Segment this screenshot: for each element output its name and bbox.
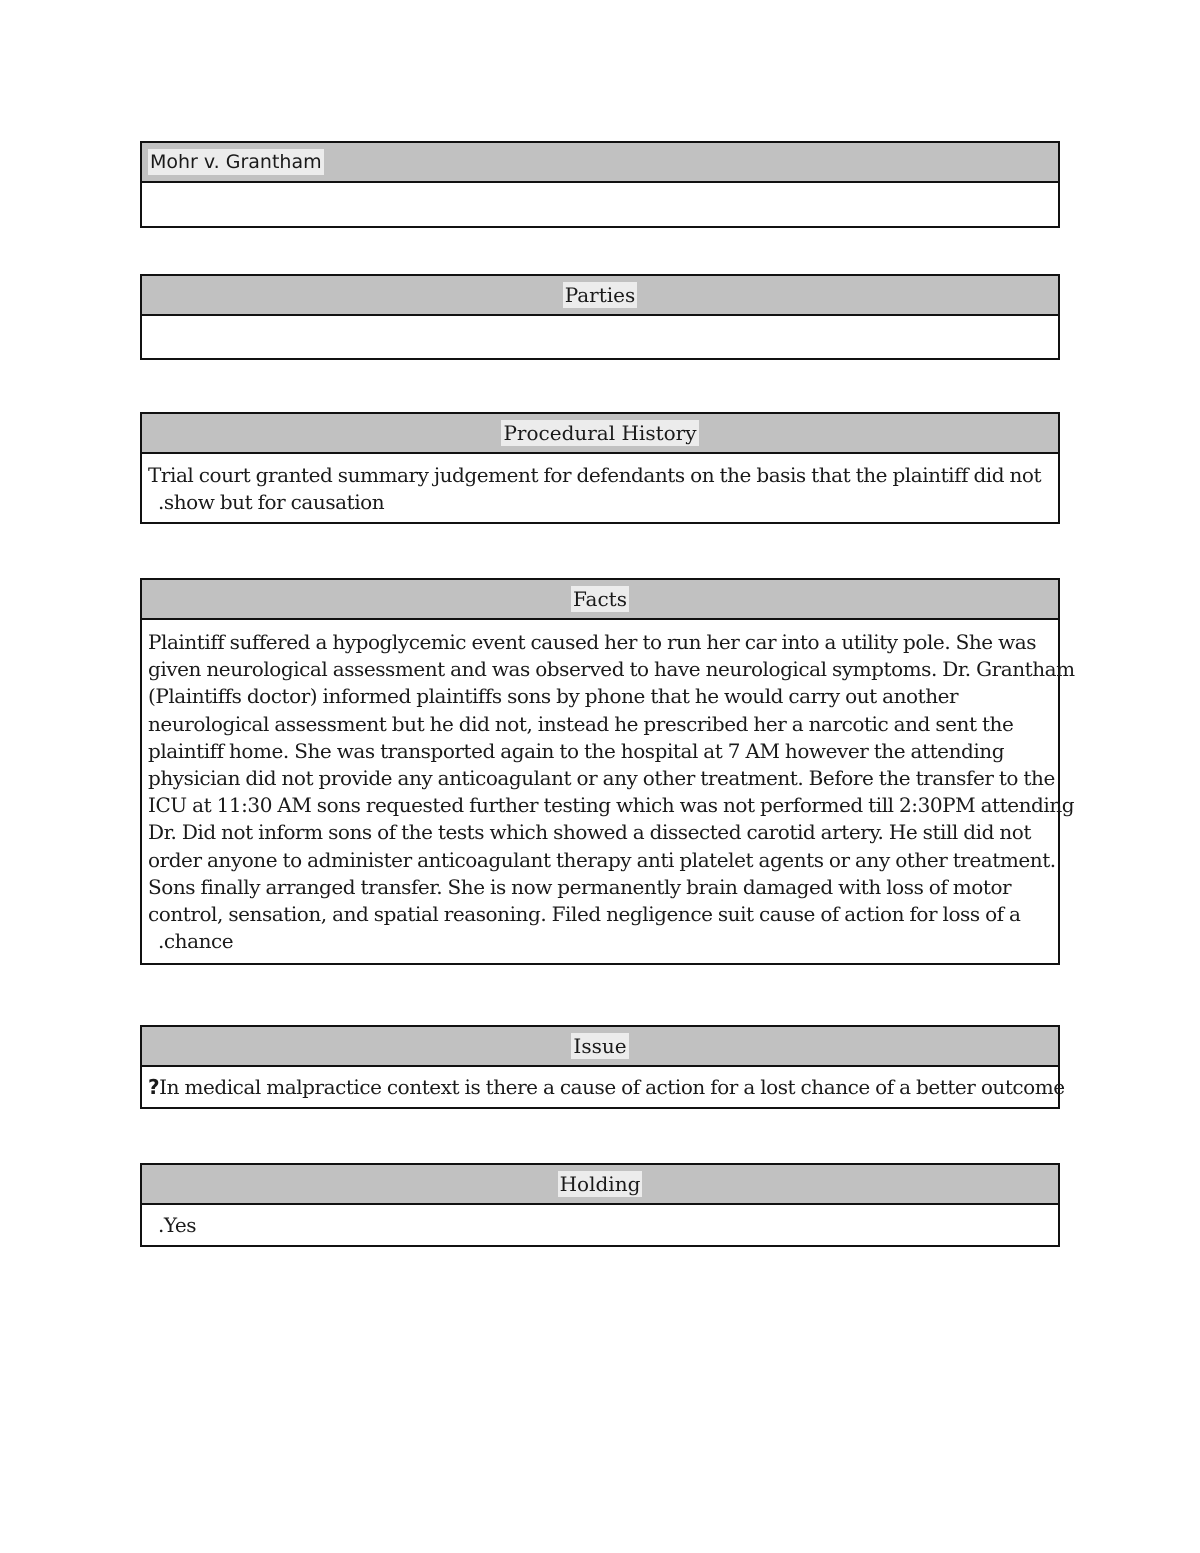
issue-heading: Issue xyxy=(573,1034,627,1058)
facts-line: ICU at 11:30 AM sons requested further testing which was not performed till 2:30PM attending xyxy=(148,793,1075,818)
procedural-history-header xyxy=(142,414,1058,454)
parties-heading: Parties xyxy=(564,283,636,307)
facts-section xyxy=(140,578,1075,965)
facts-header xyxy=(142,580,1058,620)
parties-section xyxy=(140,274,1060,360)
facts-line: order anyone to administer anticoagulant therapy anti platelet agents or any other treatment. xyxy=(148,847,1056,872)
procedural-history-section xyxy=(140,412,1060,524)
facts-line: (Plaintiffs doctor) informed plaintiffs sons by phone that he would carry out another xyxy=(148,684,959,709)
holding-section xyxy=(140,1163,1060,1247)
facts-line: .chance xyxy=(158,929,234,954)
facts-line: given neurological assessment and was observed to have neurological symptoms. Dr. Grantham xyxy=(148,657,1075,682)
procedural-history-heading: Procedural History xyxy=(503,421,697,445)
case-title-section xyxy=(140,141,1060,228)
facts-line: Plaintiff suffered a hypoglycemic event caused her to run her car into a utility pole. She was xyxy=(148,630,1037,654)
facts-line: neurological assessment but he did not, instead he prescribed her a narcotic and sent the xyxy=(148,711,1014,736)
issue-question-mark: ? xyxy=(148,1075,160,1099)
holding-header xyxy=(142,1165,1058,1205)
issue-section xyxy=(140,1025,1065,1109)
facts-line: plaintiff home. She was transported again to the hospital at 7 AM however the attending xyxy=(148,738,1005,763)
procedural-history-body xyxy=(142,454,1058,522)
facts-line: Sons finally arranged transfer. She is now permanently brain damaged with loss of motor xyxy=(148,874,1012,899)
facts-heading: Facts xyxy=(573,587,627,611)
holding-body xyxy=(142,1205,1058,1245)
facts-line: physician did not provide any anticoagulant or any other treatment. Before the transfer to the xyxy=(148,766,1055,791)
holding-text: .Yes xyxy=(158,1213,197,1237)
parties-header xyxy=(142,276,1058,316)
case-title-body xyxy=(142,183,1058,226)
holding-heading: Holding xyxy=(559,1172,641,1196)
issue-header xyxy=(142,1027,1058,1067)
facts-body xyxy=(142,620,1075,963)
issue-line xyxy=(148,1074,1065,1101)
case-title-header xyxy=(142,143,1058,183)
facts-line: Dr. Did not inform sons of the tests which showed a dissected carotid artery. He still did not xyxy=(148,820,1031,845)
procedural-history-line: .show but for causation xyxy=(158,490,385,515)
parties-body xyxy=(142,316,1058,358)
issue-text: In medical malpractice context is there a cause of action for a lost chance of a better outcome xyxy=(159,1075,1065,1099)
procedural-history-line: Trial court granted summary judgement for defendants on the basis that the plaintiff did not xyxy=(148,463,1042,487)
case-title: Mohr v. Grantham xyxy=(150,151,322,173)
facts-line: control, sensation, and spatial reasoning. Filed negligence suit cause of action for loss of a xyxy=(148,902,1021,927)
issue-body xyxy=(142,1067,1065,1107)
